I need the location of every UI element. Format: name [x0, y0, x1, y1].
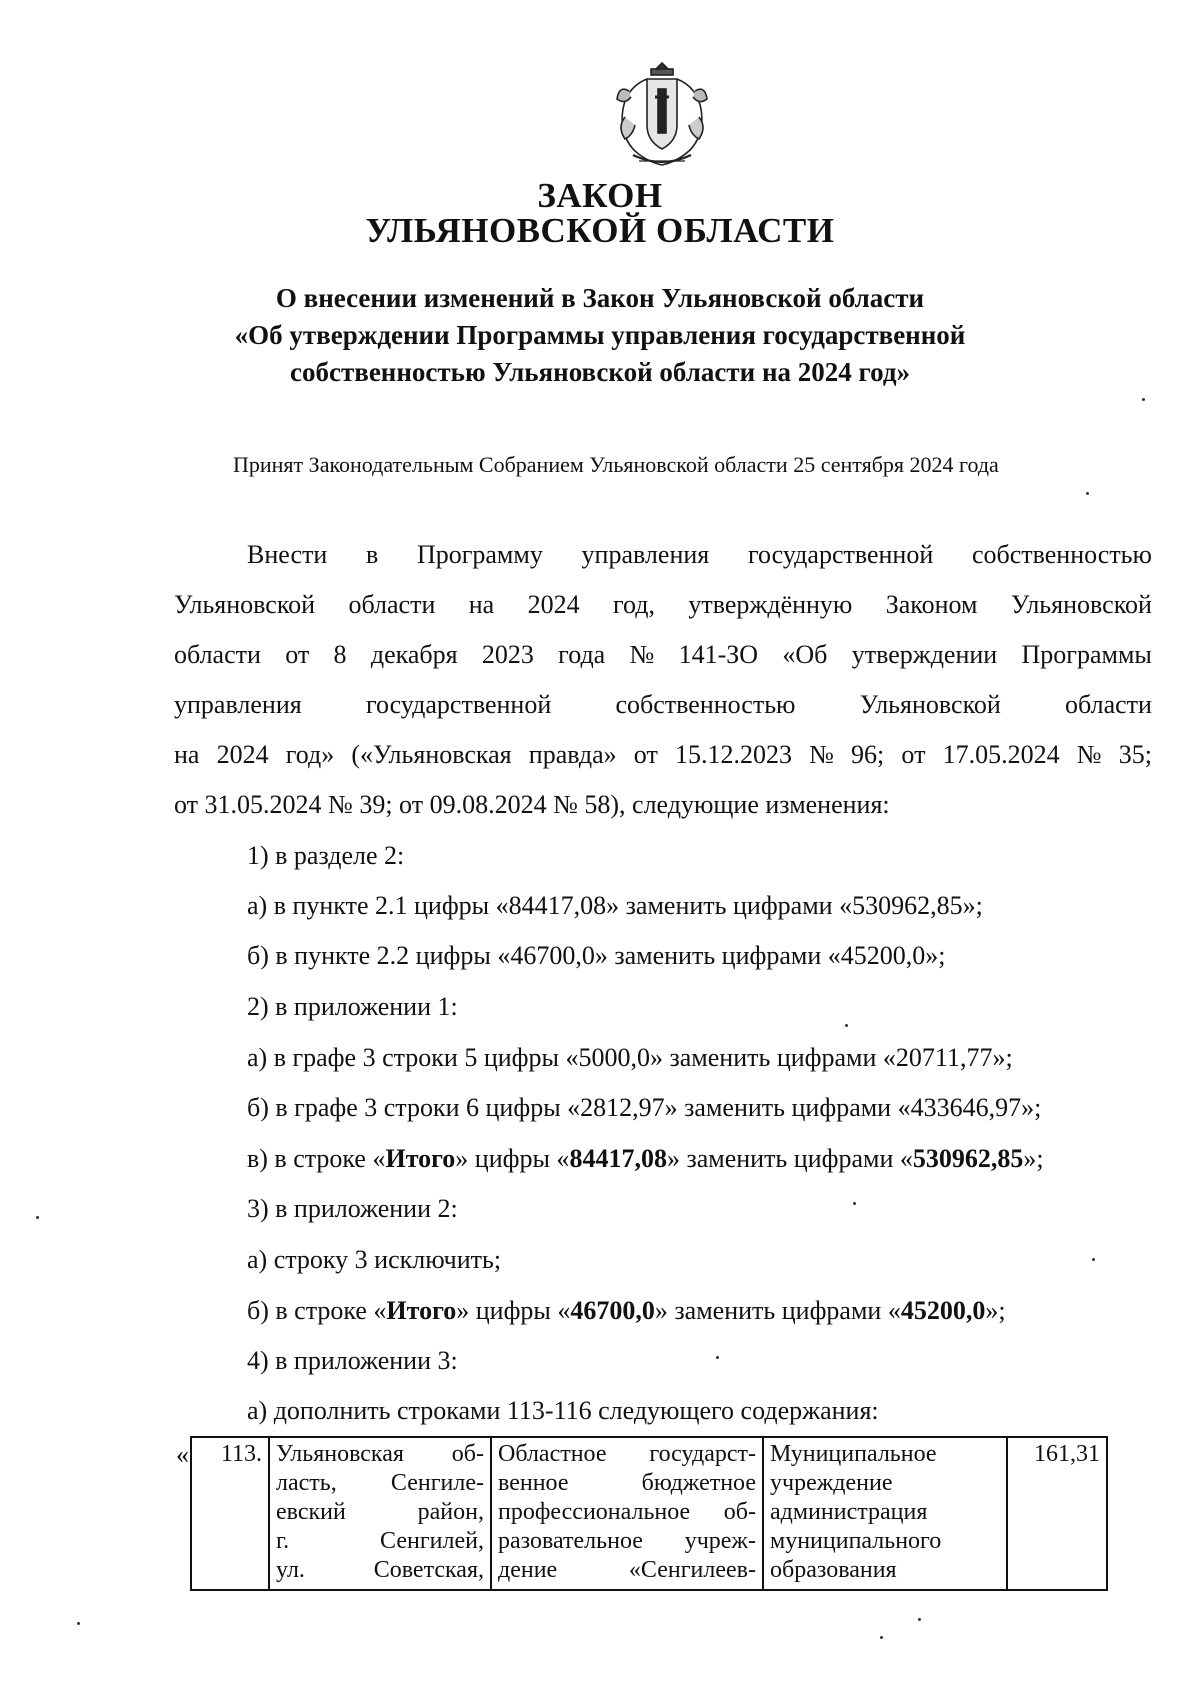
item-4a: а) дополнить строками 113-116 следующего содержания:	[247, 1396, 879, 1425]
intro-line-5: на 2024 год» («Ульяновская правда» от 15.12.2023 № 96; от 17.05.2024 № 35;	[174, 740, 1152, 769]
item-1a: а) в пункте 2.1 цифры «84417,08» заменить цифрами «530962,85»;	[247, 891, 983, 920]
scan-speck	[880, 1636, 883, 1639]
intro-line-3: области от 8 декабря 2023 года № 141-ЗО «Об утверждении Программы	[174, 640, 1152, 669]
intro-line-2: Ульяновской области на 2024 год, утверждённую Законом Ульяновской	[174, 590, 1152, 619]
recipient: Муниципальное учреждение администрация муниципального образования	[763, 1437, 1007, 1590]
amendment-table	[190, 1436, 1108, 1591]
scan-speck	[853, 1202, 856, 1205]
law-region: УЛЬЯНОВСКОЙ ОБЛАСТИ	[365, 211, 835, 250]
table-open-quote: «	[176, 1440, 189, 1469]
subject-line-1: О внесении изменений в Закон Ульяновской области	[275, 283, 925, 313]
intro-line-4: управления государственной собственностью Ульяновской области	[174, 690, 1152, 719]
item-3a: а) строку 3 исключить;	[247, 1245, 502, 1274]
item-2: 2) в приложении 1:	[247, 992, 458, 1021]
subject-line-2: «Об утверждении Программы управления государственной	[234, 320, 966, 350]
scan-speck	[36, 1216, 39, 1219]
item-2c: в) в строке «Итого» цифры «84417,08» заменить цифрами «530962,85»;	[247, 1144, 1044, 1173]
scan-speck	[1092, 1258, 1095, 1261]
law-title: ЗАКОН	[537, 176, 663, 215]
item-1: 1) в разделе 2:	[247, 841, 405, 870]
scan-speck	[77, 1622, 80, 1625]
item-4: 4) в приложении 3:	[247, 1346, 458, 1375]
item-1b: б) в пункте 2.2 цифры «46700,0» заменить цифрами «45200,0»;	[247, 941, 946, 970]
current-holder: Областное государст- венное бюджетное профессиональное об- разовательное учреж- дение «Сенгилеев-	[491, 1437, 763, 1590]
scan-speck	[716, 1356, 719, 1359]
item-2b: б) в графе 3 строки 6 цифры «2812,97» заменить цифрами «433646,97»;	[247, 1093, 1042, 1122]
intro-line-1: Внести в Программу управления государственной собственностью	[247, 540, 1152, 569]
item-3b: б) в строке «Итого» цифры «46700,0» заменить цифрами «45200,0»;	[247, 1296, 1006, 1325]
intro-line-6: от 31.05.2024 № 39; от 09.08.2024 № 58), следующие изменения:	[174, 790, 890, 819]
subject-line-3: собственностью Ульяновской области на 2024 год»	[290, 357, 910, 387]
coat-of-arms-icon	[603, 55, 721, 173]
scan-speck	[1086, 492, 1089, 495]
scan-speck	[1142, 398, 1145, 401]
adoption-note: Принят Законодательным Собранием Ульяновской области 25 сентября 2024 года	[233, 452, 999, 477]
row-number: 113.	[191, 1437, 269, 1590]
scan-speck	[918, 1618, 921, 1621]
scan-speck	[845, 1024, 848, 1027]
value-cell: 161,31	[1007, 1437, 1107, 1590]
item-3: 3) в приложении 2:	[247, 1194, 458, 1223]
property-address: Ульяновская об- ласть, Сенгиле- евский район, г. Сенгилей, ул. Советская,	[269, 1437, 491, 1590]
table-row	[191, 1437, 1107, 1590]
item-2a: а) в графе 3 строки 5 цифры «5000,0» заменить цифрами «20711,77»;	[247, 1043, 1013, 1072]
